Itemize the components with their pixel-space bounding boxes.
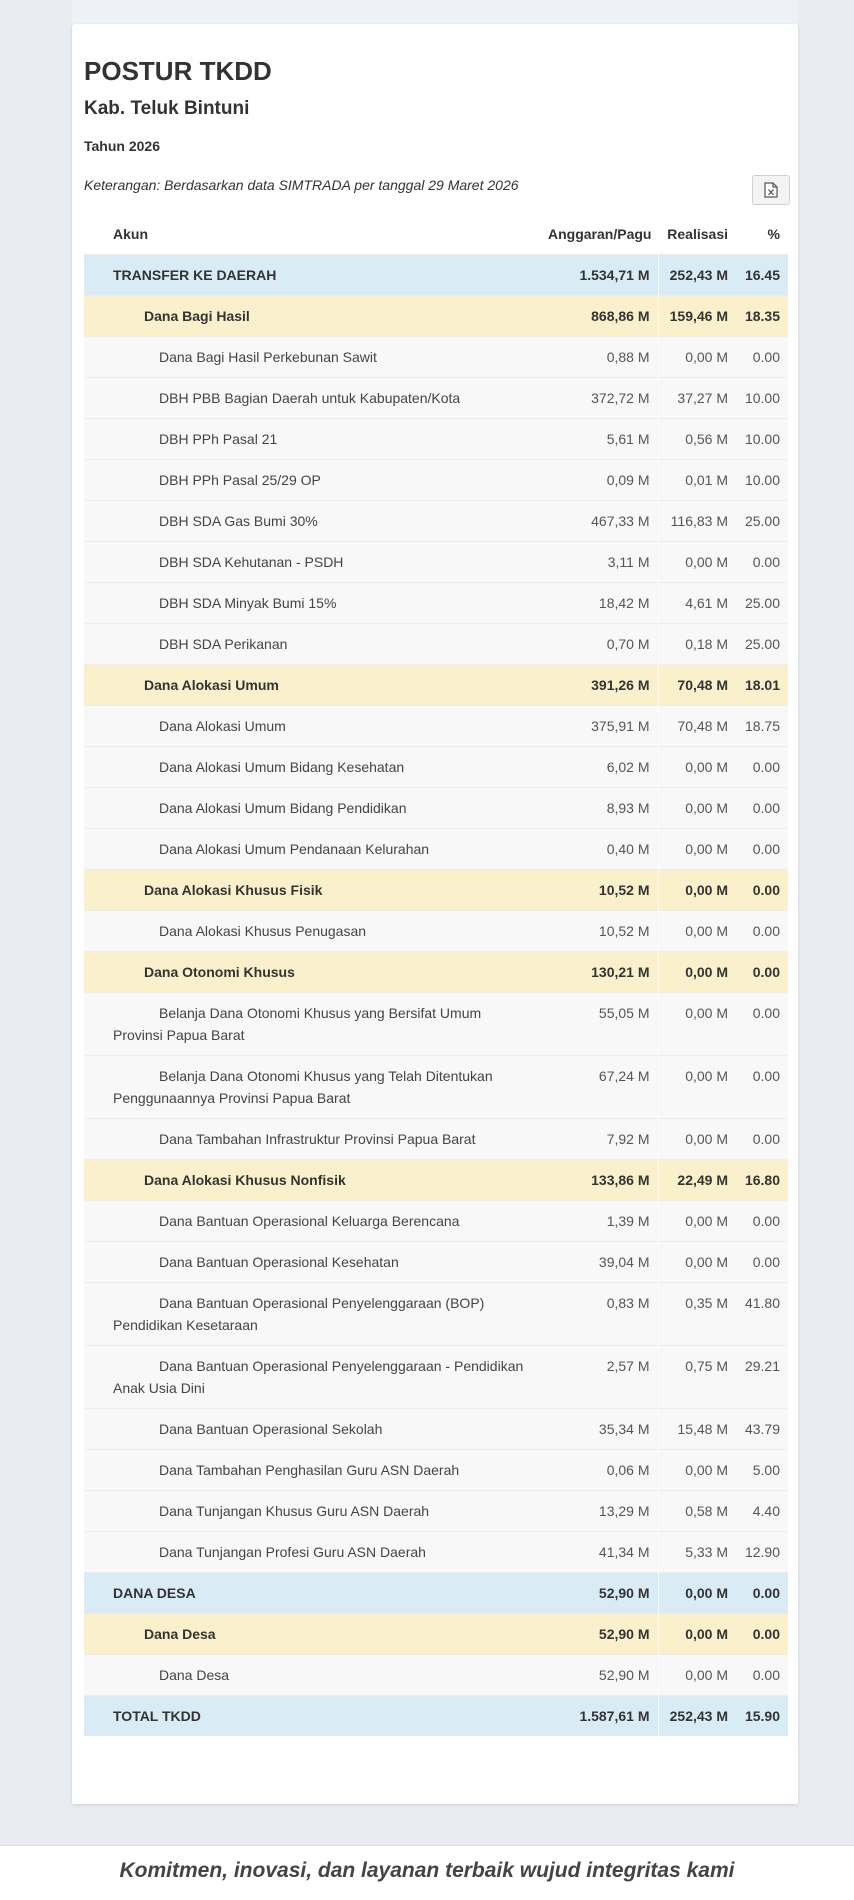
cell-realisasi: 0,00 M <box>658 829 736 870</box>
cell-anggaran: 18,42 M <box>540 583 658 624</box>
cell-akun <box>84 911 540 952</box>
cell-akun <box>84 952 540 993</box>
cell-realisasi: 0,00 M <box>658 542 736 583</box>
cell-akun <box>84 993 540 1056</box>
cell-akun <box>84 1056 540 1119</box>
cell-persen: 0.00 <box>736 788 788 829</box>
akun-label: Dana Alokasi Umum <box>144 677 279 693</box>
export-excel-button[interactable] <box>752 175 790 205</box>
cell-akun <box>84 1450 540 1491</box>
cell-persen: 0.00 <box>736 829 788 870</box>
cell-realisasi: 4,61 M <box>658 583 736 624</box>
footer <box>0 1845 854 1900</box>
cell-persen: 18.01 <box>736 665 788 706</box>
cell-realisasi: 0,00 M <box>658 1201 736 1242</box>
region-name: Kab. Teluk Bintuni <box>84 98 250 119</box>
cell-akun <box>84 542 540 583</box>
excel-icon <box>764 182 778 198</box>
cell-akun <box>84 1201 540 1242</box>
akun-label: Dana Tunjangan Profesi Guru ASN Daerah <box>159 1544 426 1560</box>
table-row <box>84 1573 788 1614</box>
page-title: POSTUR TKDD <box>84 56 272 86</box>
cell-persen: 43.79 <box>736 1409 788 1450</box>
table-row <box>84 460 788 501</box>
table-row <box>84 747 788 788</box>
header-anggaran[interactable]: Anggaran/Pagu <box>540 214 658 255</box>
cell-akun <box>84 337 540 378</box>
cell-realisasi: 0,00 M <box>658 1573 736 1614</box>
akun-label: Belanja Dana Otonomi Khusus yang Telah Ditentukan Penggunaannya Provinsi Papua Barat <box>113 1068 493 1106</box>
cell-anggaran: 10,52 M <box>540 870 658 911</box>
table-row <box>84 1056 788 1119</box>
table-row <box>84 501 788 542</box>
table-row <box>84 1655 788 1696</box>
cell-anggaran: 130,21 M <box>540 952 658 993</box>
cell-persen: 25.00 <box>736 583 788 624</box>
cell-anggaran: 5,61 M <box>540 419 658 460</box>
cell-anggaran: 41,34 M <box>540 1532 658 1573</box>
cell-anggaran: 13,29 M <box>540 1491 658 1532</box>
table-row <box>84 624 788 665</box>
cell-akun <box>84 624 540 665</box>
cell-anggaran: 0,06 M <box>540 1450 658 1491</box>
akun-label: Dana Alokasi Umum Bidang Pendidikan <box>159 800 407 816</box>
cell-realisasi: 0,58 M <box>658 1491 736 1532</box>
cell-realisasi: 0,00 M <box>658 993 736 1056</box>
akun-label: DBH PPh Pasal 21 <box>159 431 278 447</box>
cell-anggaran: 3,11 M <box>540 542 658 583</box>
cell-akun <box>84 296 540 337</box>
cell-persen: 0.00 <box>736 1614 788 1655</box>
cell-realisasi: 0,00 M <box>658 1614 736 1655</box>
cell-persen: 0.00 <box>736 952 788 993</box>
cell-akun <box>84 870 540 911</box>
table-row <box>84 829 788 870</box>
cell-persen: 41.80 <box>736 1283 788 1346</box>
cell-persen: 10.00 <box>736 419 788 460</box>
cell-persen: 29.21 <box>736 1346 788 1409</box>
akun-label: Dana Bagi Hasil <box>144 308 250 324</box>
table-row <box>84 337 788 378</box>
akun-label: Dana Bantuan Operasional Penyelenggaraan - Pendidikan Anak Usia Dini <box>113 1358 524 1396</box>
cell-realisasi: 22,49 M <box>658 1160 736 1201</box>
cell-akun <box>84 1119 540 1160</box>
cell-anggaran: 10,52 M <box>540 911 658 952</box>
cell-realisasi: 0,00 M <box>658 337 736 378</box>
table-row <box>84 1346 788 1409</box>
cell-realisasi: 252,43 M <box>658 255 736 296</box>
table-row <box>84 870 788 911</box>
akun-label: TRANSFER KE DAERAH <box>113 267 277 283</box>
akun-label: Dana Bagi Hasil Perkebunan Sawit <box>159 349 377 365</box>
table-row <box>84 1450 788 1491</box>
cell-persen: 18.35 <box>736 296 788 337</box>
cell-persen: 10.00 <box>736 460 788 501</box>
akun-label: Dana Bantuan Operasional Penyelenggaraan (BOP) Pendidikan Kesetaraan <box>113 1295 485 1333</box>
cell-realisasi: 70,48 M <box>658 706 736 747</box>
header-akun[interactable]: Akun <box>84 214 540 255</box>
cell-akun <box>84 419 540 460</box>
akun-label: Dana Alokasi Khusus Penugasan <box>159 923 367 939</box>
cell-persen: 0.00 <box>736 1573 788 1614</box>
cell-anggaran: 35,34 M <box>540 1409 658 1450</box>
table-row <box>84 542 788 583</box>
cell-akun <box>84 788 540 829</box>
cell-realisasi: 0,01 M <box>658 460 736 501</box>
cell-anggaran: 55,05 M <box>540 993 658 1056</box>
cell-persen: 0.00 <box>736 1056 788 1119</box>
cell-persen: 0.00 <box>736 1119 788 1160</box>
cell-realisasi: 0,00 M <box>658 1450 736 1491</box>
cell-akun <box>84 706 540 747</box>
cell-akun <box>84 1346 540 1409</box>
cell-realisasi: 0,00 M <box>658 747 736 788</box>
cell-persen: 15.90 <box>736 1696 788 1737</box>
cell-persen: 0.00 <box>736 993 788 1056</box>
cell-anggaran: 67,24 M <box>540 1056 658 1119</box>
table-row <box>84 1409 788 1450</box>
akun-label: DBH SDA Gas Bumi 30% <box>159 513 318 529</box>
cell-persen: 25.00 <box>736 624 788 665</box>
table-row <box>84 378 788 419</box>
cell-persen: 12.90 <box>736 1532 788 1573</box>
cell-persen: 0.00 <box>736 747 788 788</box>
cell-akun <box>84 1491 540 1532</box>
cell-anggaran: 0,40 M <box>540 829 658 870</box>
cell-akun <box>84 255 540 296</box>
akun-label: Dana Otonomi Khusus <box>144 964 295 980</box>
table-row <box>84 583 788 624</box>
akun-label: Dana Alokasi Umum Pendanaan Kelurahan <box>159 841 430 857</box>
cell-persen: 0.00 <box>736 911 788 952</box>
cell-anggaran: 1.534,71 M <box>540 255 658 296</box>
table-row <box>84 1160 788 1201</box>
cell-anggaran: 868,86 M <box>540 296 658 337</box>
cell-realisasi: 37,27 M <box>658 378 736 419</box>
cell-persen: 0.00 <box>736 870 788 911</box>
cell-anggaran: 467,33 M <box>540 501 658 542</box>
cell-anggaran: 52,90 M <box>540 1573 658 1614</box>
cell-akun <box>84 1573 540 1614</box>
cell-persen: 0.00 <box>736 1242 788 1283</box>
table-row <box>84 665 788 706</box>
cell-akun <box>84 1532 540 1573</box>
cell-akun <box>84 1160 540 1201</box>
cell-akun <box>84 1283 540 1346</box>
cell-akun <box>84 501 540 542</box>
table-row <box>84 788 788 829</box>
cell-anggaran: 6,02 M <box>540 747 658 788</box>
cell-anggaran: 39,04 M <box>540 1242 658 1283</box>
akun-label: Dana Tambahan Penghasilan Guru ASN Daerah <box>159 1462 460 1478</box>
table-row <box>84 1242 788 1283</box>
akun-label: Dana Bantuan Operasional Keluarga Berencana <box>159 1213 460 1229</box>
table-row <box>84 993 788 1056</box>
cell-akun <box>84 829 540 870</box>
cell-akun <box>84 747 540 788</box>
cell-anggaran: 52,90 M <box>540 1655 658 1696</box>
cell-persen: 0.00 <box>736 1201 788 1242</box>
cell-anggaran: 8,93 M <box>540 788 658 829</box>
cell-anggaran: 372,72 M <box>540 378 658 419</box>
table-row <box>84 911 788 952</box>
table-row <box>84 706 788 747</box>
cell-persen: 18.75 <box>736 706 788 747</box>
year-label: Tahun 2026 <box>84 138 160 154</box>
cell-anggaran: 391,26 M <box>540 665 658 706</box>
table-row <box>84 1532 788 1573</box>
cell-realisasi: 0,00 M <box>658 1119 736 1160</box>
cell-akun <box>84 378 540 419</box>
cell-realisasi: 15,48 M <box>658 1409 736 1450</box>
cell-persen: 5.00 <box>736 1450 788 1491</box>
cell-anggaran: 52,90 M <box>540 1614 658 1655</box>
cell-akun <box>84 1409 540 1450</box>
cell-persen: 25.00 <box>736 501 788 542</box>
cell-realisasi: 0,00 M <box>658 952 736 993</box>
cell-persen: 16.80 <box>736 1160 788 1201</box>
akun-label: Dana Alokasi Khusus Fisik <box>144 882 323 898</box>
header-realisasi[interactable]: Realisasi <box>658 214 736 255</box>
header-persen[interactable]: % <box>736 214 788 255</box>
cell-akun <box>84 460 540 501</box>
cell-realisasi: 0,00 M <box>658 1655 736 1696</box>
cell-persen: 16.45 <box>736 255 788 296</box>
cell-realisasi: 0,00 M <box>658 788 736 829</box>
cell-realisasi: 0,18 M <box>658 624 736 665</box>
cell-realisasi: 116,83 M <box>658 501 736 542</box>
cell-realisasi: 5,33 M <box>658 1532 736 1573</box>
cell-anggaran: 133,86 M <box>540 1160 658 1201</box>
akun-label: Dana Bantuan Operasional Kesehatan <box>159 1254 399 1270</box>
cell-anggaran: 0,09 M <box>540 460 658 501</box>
cell-realisasi: 0,00 M <box>658 1242 736 1283</box>
akun-label: DBH SDA Minyak Bumi 15% <box>159 595 337 611</box>
footer-tagline: Komitmen, inovasi, dan layanan terbaik wujud integritas kami <box>119 1859 735 1882</box>
cell-persen: 4.40 <box>736 1491 788 1532</box>
cell-realisasi: 0,75 M <box>658 1346 736 1409</box>
cell-realisasi: 0,56 M <box>658 419 736 460</box>
cell-realisasi: 70,48 M <box>658 665 736 706</box>
cell-realisasi: 0,00 M <box>658 911 736 952</box>
akun-label: DBH PBB Bagian Daerah untuk Kabupaten/Kota <box>159 390 461 406</box>
table-header-row <box>84 214 788 255</box>
cell-akun <box>84 1614 540 1655</box>
akun-label: Dana Tunjangan Khusus Guru ASN Daerah <box>159 1503 430 1519</box>
akun-label: DBH SDA Perikanan <box>159 636 288 652</box>
akun-label: Dana Desa <box>159 1667 230 1683</box>
table-row <box>84 255 788 296</box>
cell-realisasi: 0,00 M <box>658 870 736 911</box>
data-note: Keterangan: Berdasarkan data SIMTRADA per tanggal 29 Maret 2026 <box>84 177 519 193</box>
table-row <box>84 1696 788 1737</box>
cell-realisasi: 159,46 M <box>658 296 736 337</box>
akun-label: Dana Bantuan Operasional Sekolah <box>159 1421 383 1437</box>
akun-label: Dana Alokasi Umum <box>159 718 286 734</box>
cell-persen: 10.00 <box>736 378 788 419</box>
akun-label: DBH SDA Kehutanan - PSDH <box>159 554 344 570</box>
cell-anggaran: 0,88 M <box>540 337 658 378</box>
table-row <box>84 1491 788 1532</box>
cell-realisasi: 0,00 M <box>658 1056 736 1119</box>
cell-akun <box>84 1655 540 1696</box>
cell-anggaran: 1.587,61 M <box>540 1696 658 1737</box>
cell-anggaran: 2,57 M <box>540 1346 658 1409</box>
tkdd-table <box>84 214 788 1736</box>
table-row <box>84 1614 788 1655</box>
top-strip <box>72 0 798 26</box>
cell-anggaran: 375,91 M <box>540 706 658 747</box>
table-row <box>84 1283 788 1346</box>
postur-card <box>72 24 798 1804</box>
cell-anggaran: 0,70 M <box>540 624 658 665</box>
akun-label: Dana Desa <box>144 1626 216 1642</box>
akun-label: Belanja Dana Otonomi Khusus yang Bersifat Umum Provinsi Papua Barat <box>113 1005 482 1043</box>
cell-akun <box>84 1242 540 1283</box>
cell-persen: 0.00 <box>736 542 788 583</box>
table-body <box>84 255 788 1737</box>
akun-label: TOTAL TKDD <box>113 1708 201 1724</box>
cell-akun <box>84 583 540 624</box>
cell-realisasi: 0,35 M <box>658 1283 736 1346</box>
akun-label: Dana Alokasi Umum Bidang Kesehatan <box>159 759 405 775</box>
cell-anggaran: 7,92 M <box>540 1119 658 1160</box>
table-row <box>84 952 788 993</box>
akun-label: DANA DESA <box>113 1585 196 1601</box>
akun-label: DBH PPh Pasal 25/29 OP <box>159 472 321 488</box>
akun-label: Dana Tambahan Infrastruktur Provinsi Papua Barat <box>159 1131 476 1147</box>
akun-label: Dana Alokasi Khusus Nonfisik <box>144 1172 346 1188</box>
table-row <box>84 1201 788 1242</box>
table-row <box>84 1119 788 1160</box>
tkdd-table-wrapper <box>84 214 788 1736</box>
cell-persen: 0.00 <box>736 1655 788 1696</box>
cell-akun <box>84 665 540 706</box>
cell-akun <box>84 1696 540 1737</box>
cell-anggaran: 1,39 M <box>540 1201 658 1242</box>
table-row <box>84 419 788 460</box>
table-row <box>84 296 788 337</box>
cell-realisasi: 252,43 M <box>658 1696 736 1737</box>
cell-anggaran: 0,83 M <box>540 1283 658 1346</box>
cell-persen: 0.00 <box>736 337 788 378</box>
